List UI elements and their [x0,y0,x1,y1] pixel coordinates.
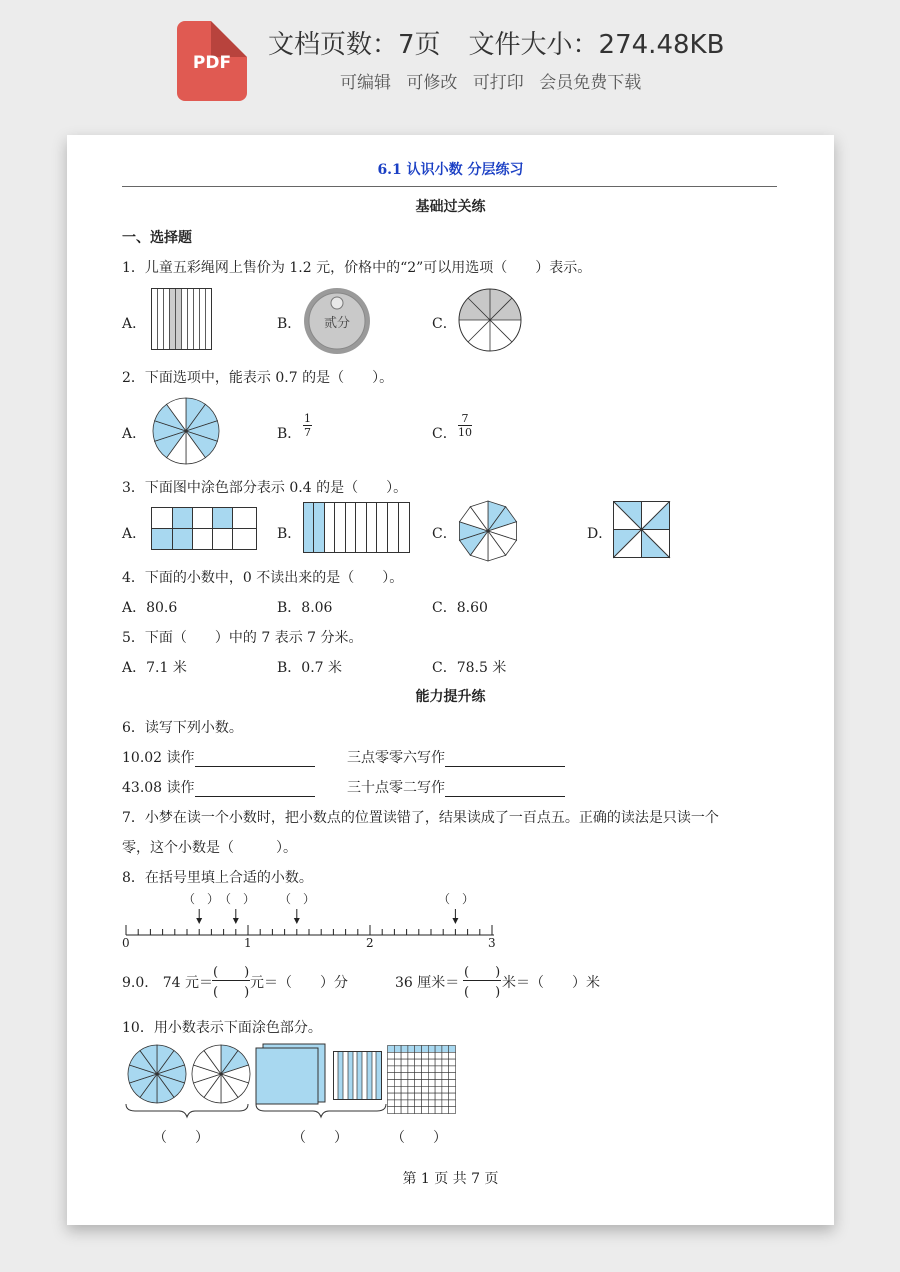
q6-row2-right: 三十点零二写作 [347,777,565,797]
q8-bracket-1: （ ） [183,892,220,906]
q3-c-decagon [457,500,519,562]
q2-b-fraction: $\frac{1}{7}$ [304,412,311,439]
answer-blank[interactable] [195,752,315,767]
feature-list [340,68,651,93]
q10-answer-2: （ ） [292,1130,348,1146]
q2-option-b: B． [277,426,302,442]
q3-a-grid [151,507,259,551]
tick-label-0: 0 [122,936,130,950]
file-info [268,24,752,61]
q9-fraction-2: ( ) ( ) [463,961,501,1000]
question-2: 2．下面选项中，能表示 0.7 的是（ ）。 [122,370,394,386]
feature-printable: 可打印 [472,73,524,93]
q9-end: 米＝（ ）米 [502,975,600,991]
section-basic: 基础过关练 [415,199,486,215]
q3-option-d: D． [587,526,613,542]
q2-a-pie [151,396,221,466]
q10-answer-3: （ ） [391,1130,447,1146]
q3-b-strips [303,502,411,554]
q3-option-a: A． [122,526,147,542]
pages-label: 文档页数：7页 [268,30,441,60]
answer-blank[interactable] [195,782,315,797]
q3-d-square [613,501,671,559]
q8-bracket-2: （ ） [219,892,256,906]
q1-a-strips [151,288,213,351]
question-10: 10．用小数表示下面涂色部分。 [122,1020,322,1036]
feature-download: 会员免费下载 [539,73,642,93]
q5-option-a: A．7.1 米 [122,660,187,676]
q8-bracket-3: （ ） [279,892,316,906]
question-1: 1．儿童五彩绳网上售价为 1.2 元，价格中的“2”可以用选项（ ）表示。 [122,260,592,276]
q2-c-fraction: $\frac{7}{10}$ [458,412,472,439]
q6-row2-left: 43.08 读作 [122,777,315,797]
answer-blank[interactable] [445,752,565,767]
q4-option-a: A．80.6 [122,600,178,616]
page-footer: 第 1 页 共 7 页 [402,1171,499,1187]
q10-strips [333,1051,383,1101]
q2-option-c: C． [432,426,457,442]
feature-editable: 可编辑 [340,73,391,93]
q1-option-c: C． [432,316,457,332]
q8-bracket-4: （ ） [438,892,475,906]
coin-text: 贰分 [323,316,351,331]
brace-1 [125,1103,249,1119]
q6-row1-left: 10.02 读作 [122,747,315,767]
part-choice: 一、选择题 [122,230,192,246]
coin-icon [303,287,371,355]
q10-circle-full [126,1043,188,1105]
pdf-icon: PDF [177,21,247,101]
brace-2 [255,1103,387,1119]
q1-c-circle [457,287,523,353]
size-label: 文件大小：274.48KB [468,30,725,60]
question-7-line2: 零，这个小数是（ ）。 [122,840,297,856]
question-5: 5．下面（ ）中的 7 表示 7 分米。 [122,630,363,646]
doc-title: 6.1 认识小数 分层练习 [377,162,524,178]
question-3: 3．下面图中涂色部分表示 0.4 的是（ ）。 [122,480,408,496]
q9-prefix: 9.0. 74 元＝ [122,975,213,991]
question-4: 4．下面的小数中，0 不读出来的是（ ）。 [122,570,404,586]
feature-modifiable: 可修改 [406,73,458,93]
answer-blank[interactable] [445,782,565,797]
section-advanced: 能力提升练 [415,689,486,705]
q4-option-c: C．8.60 [432,600,488,616]
number-line [122,905,502,947]
tick-label-3: 3 [488,936,496,950]
q9-middle: 元＝（ ）分 [250,975,348,991]
q5-option-b: B．0.7 米 [277,660,343,676]
document-page [67,135,834,1225]
question-8: 8．在括号里填上合适的小数。 [122,870,313,886]
q1-option-b: B． [277,316,302,332]
q10-hundred-grid [387,1045,457,1115]
q3-option-b: B． [277,526,302,542]
question-7-line1: 7．小梦在读一个小数时，把小数点的位置读错了，结果读成了一百点五。正确的读法是只读一个 [122,810,719,826]
q6-row1-right: 三点零零六写作 [347,747,565,767]
tick-label-2: 2 [366,936,374,950]
q1-option-a: A． [122,316,147,332]
q10-squares [255,1043,327,1105]
q3-option-c: C． [432,526,457,542]
q9-second: 36 厘米＝ [395,975,460,991]
q10-answer-1: （ ） [153,1130,209,1146]
tick-label-1: 1 [244,936,252,950]
q9-fraction-1: ( ) ( ) [212,961,250,1000]
q10-circle-partial [190,1043,252,1105]
question-6: 6．读写下列小数。 [122,720,243,736]
q2-option-a: A． [122,426,147,442]
title-rule [122,186,777,187]
q4-option-b: B．8.06 [277,600,333,616]
q5-option-c: C．78.5 米 [432,660,507,676]
